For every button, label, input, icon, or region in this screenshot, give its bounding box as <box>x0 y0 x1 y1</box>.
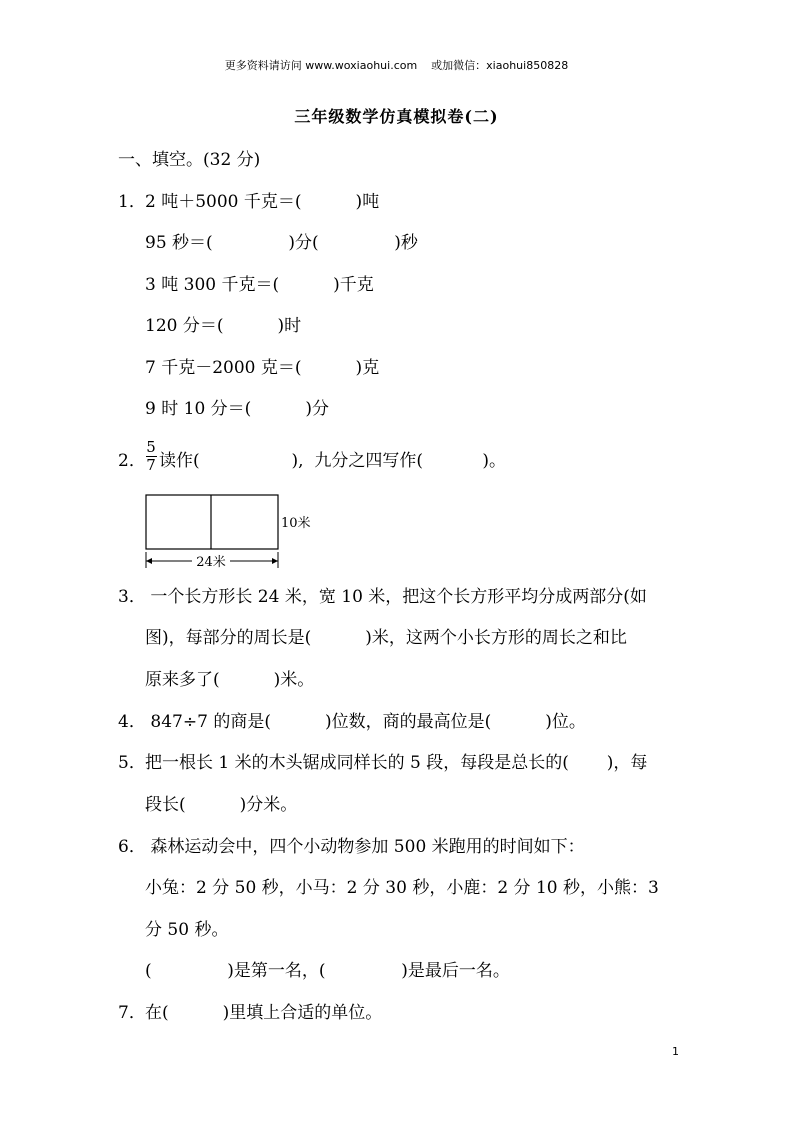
height-label: 10米 <box>281 516 311 531</box>
q1-line: 120 分＝( )时 <box>145 316 302 336</box>
q4-text: 847÷7 的商是( )位数，商的最高位是( )位。 <box>145 712 586 732</box>
page-title: 三年级数学仿真模拟卷(二) <box>294 107 499 126</box>
q1-line: 9 时 10 分＝( )分 <box>145 399 329 419</box>
q3-line: 一个长方形长 24 米，宽 10 米，把这个长方形平均分成两部分(如 <box>145 587 647 607</box>
q2-text: 读作( ), 九分之四写作( )。 <box>159 451 507 471</box>
fraction-five-sevenths <box>145 439 157 474</box>
rectangle-outline <box>146 495 278 549</box>
q1-line: 2 吨＋5000 千克＝( )吨 <box>145 192 380 212</box>
arrow-left-icon <box>146 558 152 564</box>
section-heading: 一、填空。(32 分) <box>118 150 261 170</box>
q7-number: 7． <box>118 1003 146 1023</box>
q2-number: 2． <box>118 451 146 471</box>
q1-line: 95 秒＝( )分( )秒 <box>145 233 418 253</box>
q3-number: 3． <box>118 587 146 607</box>
q3-line: 图)，每部分的周长是( )米，这两个小长方形的周长之和比 <box>145 628 627 648</box>
q6-line: 森林运动会中，四个小动物参加 500 米跑用的时间如下： <box>145 837 585 857</box>
width-label: 24米 <box>196 555 226 570</box>
q1-line: 7 千克－2000 克＝( )克 <box>145 358 380 378</box>
fraction-numerator: 5 <box>146 438 156 456</box>
q3-line: 原来多了( )米。 <box>145 670 315 690</box>
q6-line: 分 50 秒。 <box>145 920 229 940</box>
q5-line: 段长( )分米。 <box>145 795 298 815</box>
q6-line: ( )是第一名，( )是最后一名。 <box>145 961 510 981</box>
q1-line: 3 吨 300 千克＝( )千克 <box>145 275 374 295</box>
q1-number: 1． <box>118 192 146 212</box>
page-header: 更多资料请访问 www.woxiaohui.com 或加微信：xiaohui850828 <box>224 59 569 72</box>
rectangle-figure <box>140 492 320 574</box>
q7-text: 在( )里填上合适的单位。 <box>145 1003 383 1023</box>
q6-line: 小兔：2 分 50 秒，小马：2 分 30 秒，小鹿：2 分 10 秒，小熊：3 <box>145 878 659 898</box>
q4-number: 4． <box>118 712 146 732</box>
arrow-right-icon <box>272 558 278 564</box>
page-number: 1 <box>672 1045 679 1058</box>
q5-line: 把一根长 1 米的木头锯成同样长的 5 段，每段是总长的( )，每 <box>145 753 648 773</box>
fraction-denominator: 7 <box>146 456 156 474</box>
q5-number: 5． <box>118 753 146 773</box>
q6-number: 6． <box>118 837 146 857</box>
